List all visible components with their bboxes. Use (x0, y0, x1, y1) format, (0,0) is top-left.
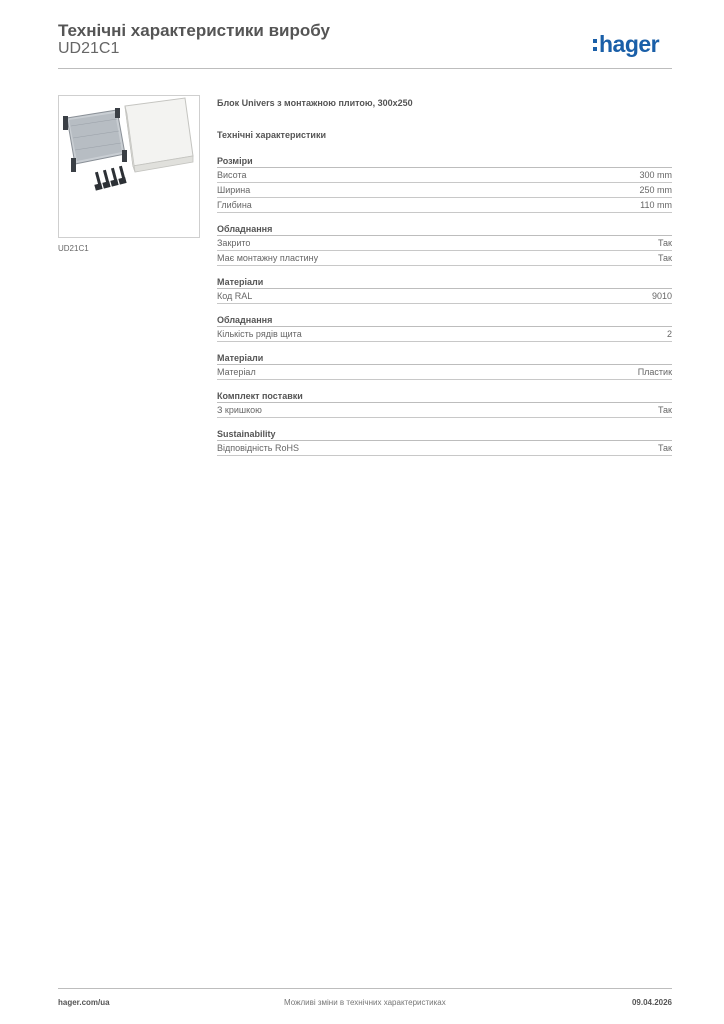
spec-label: Ширина (217, 185, 251, 195)
spec-group-title: Обладнання (217, 314, 672, 327)
product-name: Блок Univers з монтажною плитою, 300x250 (217, 98, 413, 108)
spec-label: Кількість рядів щита (217, 329, 302, 339)
spec-groups (217, 155, 672, 456)
spec-value: 2 (666, 329, 672, 339)
spec-value: Пластик (637, 367, 672, 377)
spec-label: Має монтажну пластину (217, 253, 319, 263)
spec-row (217, 251, 672, 266)
spec-label: Код RAL (217, 291, 253, 301)
image-caption: UD21C1 (58, 244, 89, 253)
section-title: Технічні характеристики (217, 130, 326, 140)
product-code: UD21C1 (58, 40, 120, 57)
spec-group-title: Обладнання (217, 223, 672, 236)
spec-group (217, 223, 672, 266)
spec-group-title: Матеріали (217, 352, 672, 365)
spec-row (217, 403, 672, 418)
spec-group (217, 352, 672, 380)
spec-value: 9010 (651, 291, 672, 301)
spec-value: Так (657, 443, 672, 453)
header-divider (58, 68, 672, 69)
spec-row (217, 183, 672, 198)
footer-notice: Можливі зміни в технічних характеристиках (284, 998, 446, 1007)
hager-logo (593, 29, 675, 59)
footer-website: hager.com/ua (58, 998, 110, 1007)
spec-row (217, 441, 672, 456)
spec-row (217, 236, 672, 251)
spec-value: Так (657, 253, 672, 263)
spec-value: 300 mm (639, 170, 672, 180)
spec-group (217, 390, 672, 418)
spec-group-title: Комплект поставки (217, 390, 672, 403)
spec-group-title: Sustainability (217, 428, 672, 441)
spec-group (217, 314, 672, 342)
spec-group (217, 276, 672, 304)
spec-label: Відповідність RoHS (217, 443, 299, 453)
spec-group (217, 428, 672, 456)
product-photo-icon (59, 96, 199, 237)
spec-label: Висота (217, 170, 247, 180)
spec-value: 110 mm (640, 200, 672, 210)
spec-row (217, 365, 672, 380)
spec-group-title: Розміри (217, 155, 672, 168)
spec-group-title: Матеріали (217, 276, 672, 289)
spec-row (217, 327, 672, 342)
spec-label: Матеріал (217, 367, 256, 377)
spec-row (217, 198, 672, 213)
spec-content (217, 96, 672, 456)
svg-text:hager: hager (599, 31, 660, 57)
spec-value: 250 mm (639, 185, 672, 195)
spec-group (217, 155, 672, 213)
footer-divider (58, 988, 672, 989)
footer-date: 09.04.2026 (631, 998, 672, 1007)
spec-label: Закрито (217, 238, 251, 248)
spec-value: Так (657, 405, 672, 415)
spec-value: Так (657, 238, 672, 248)
spec-row (217, 168, 672, 183)
spec-label: Глибина (217, 200, 252, 210)
product-image (58, 95, 200, 238)
spec-label: З кришкою (217, 405, 262, 415)
spec-row (217, 289, 672, 304)
page-title: Технічні характеристики виробу (58, 21, 330, 40)
